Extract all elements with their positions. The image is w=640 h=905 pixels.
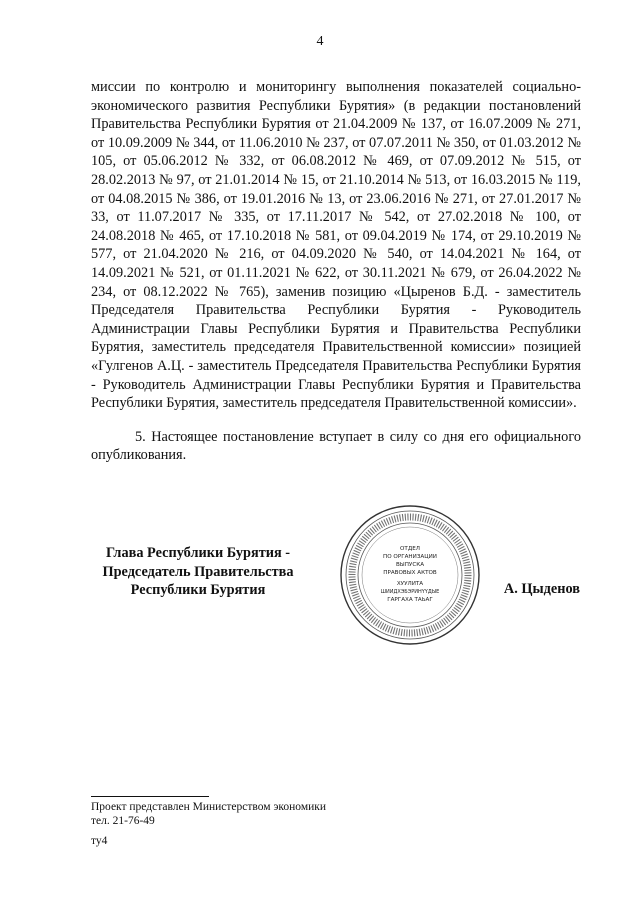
signatory-title xyxy=(84,544,312,600)
seal-text: ПО ОРГАНИЗАЦИИ xyxy=(383,554,437,560)
paragraph-amendment: миссии по контролю и мониторингу выполнения показателей социально-экономического развития Республики Бурятия» (в редакции постановлений Правительства Республики Бурятия от 21.04.2009 № 137, от 16.07.2009 № 271, от 10.09.2009 № 344, от 11.06.2010 № 237, от 07.07.2011 № 350, от 01.03.2012 № 105, от 05.06.2012 № 332, от 06.08.2012 № 469, от 07.09.2012 № 515, от 28.02.2013 № 97, от 21.01.2014 № 15, от 21.10.2014 № 513, от 16.03.2015 № 119, от 04.08.2015 № 386, от 19.01.2016 № 13, от 23.06.2016 № 271, от 27.01.2017 № 33, от 11.07.2017 № 335, от 17.11.2017 № 542, от 27.02.2018 № 100, от 24.08.2018 № 465, от 17.10.2018 № 581, от 09.04.2019 № 174, от 29.10.2019 № 577, от 21.04.2020 № 216, от 04.09.2020 № 540, от 14.04.2021 № 164, от 14.09.2021 № 521, от 01.11.2021 № 622, от 30.11.2021 № 679, от 26.04.2022 № 234, от 08.12.2022 № 765), заменив позицию «Цыренов Б.Д. - заместитель Председателя Правительства Республики Бурятия - Руководитель Администрации Главы Республики Бурятия и Правительства Республики Бурятия, заместитель председателя Правительственной комиссии» позицией «Гулгенов А.Ц. - заместитель Председателя Правительства Республики Бурятия - Руководитель Администрации Главы Республики Бурятия и Правительства Республики Бурятия, заместитель председателя Правительственной комиссии». xyxy=(91,79,581,412)
seal-text: ПРАВОВЫХ АКТОВ xyxy=(383,570,437,576)
official-seal-stamp xyxy=(338,503,482,647)
seal-text: ХУУЛИТА xyxy=(396,581,424,587)
seal-text: ОТДЕЛ xyxy=(400,546,420,552)
seal-text: ВЫПУСКА xyxy=(395,562,425,568)
signatory-title-line: Председатель Правительства xyxy=(102,563,294,580)
document-body xyxy=(91,78,581,465)
footer-code: ту4 xyxy=(91,835,108,847)
signatory-title-line: Республики Бурятия xyxy=(130,582,266,599)
footer-project-note: Проект представлен Министерством экономики xyxy=(91,801,327,813)
signatory-title-line: Глава Республики Бурятия - xyxy=(105,545,291,561)
page-number: 4 xyxy=(316,34,324,49)
footer-phone: тел. 21-76-49 xyxy=(91,815,155,827)
seal-text: ГАРГАХА ТАЬАГ xyxy=(387,597,433,603)
seal-text: ШИИДХЭБЭРИНҮҮДЫЕ xyxy=(380,589,440,595)
footer-divider xyxy=(91,796,209,797)
signatory-name: А. Цыденов xyxy=(503,581,580,597)
paragraph-effective-date: 5. Настоящее постановление вступает в силу со дня его официального опубликования. xyxy=(91,428,581,464)
